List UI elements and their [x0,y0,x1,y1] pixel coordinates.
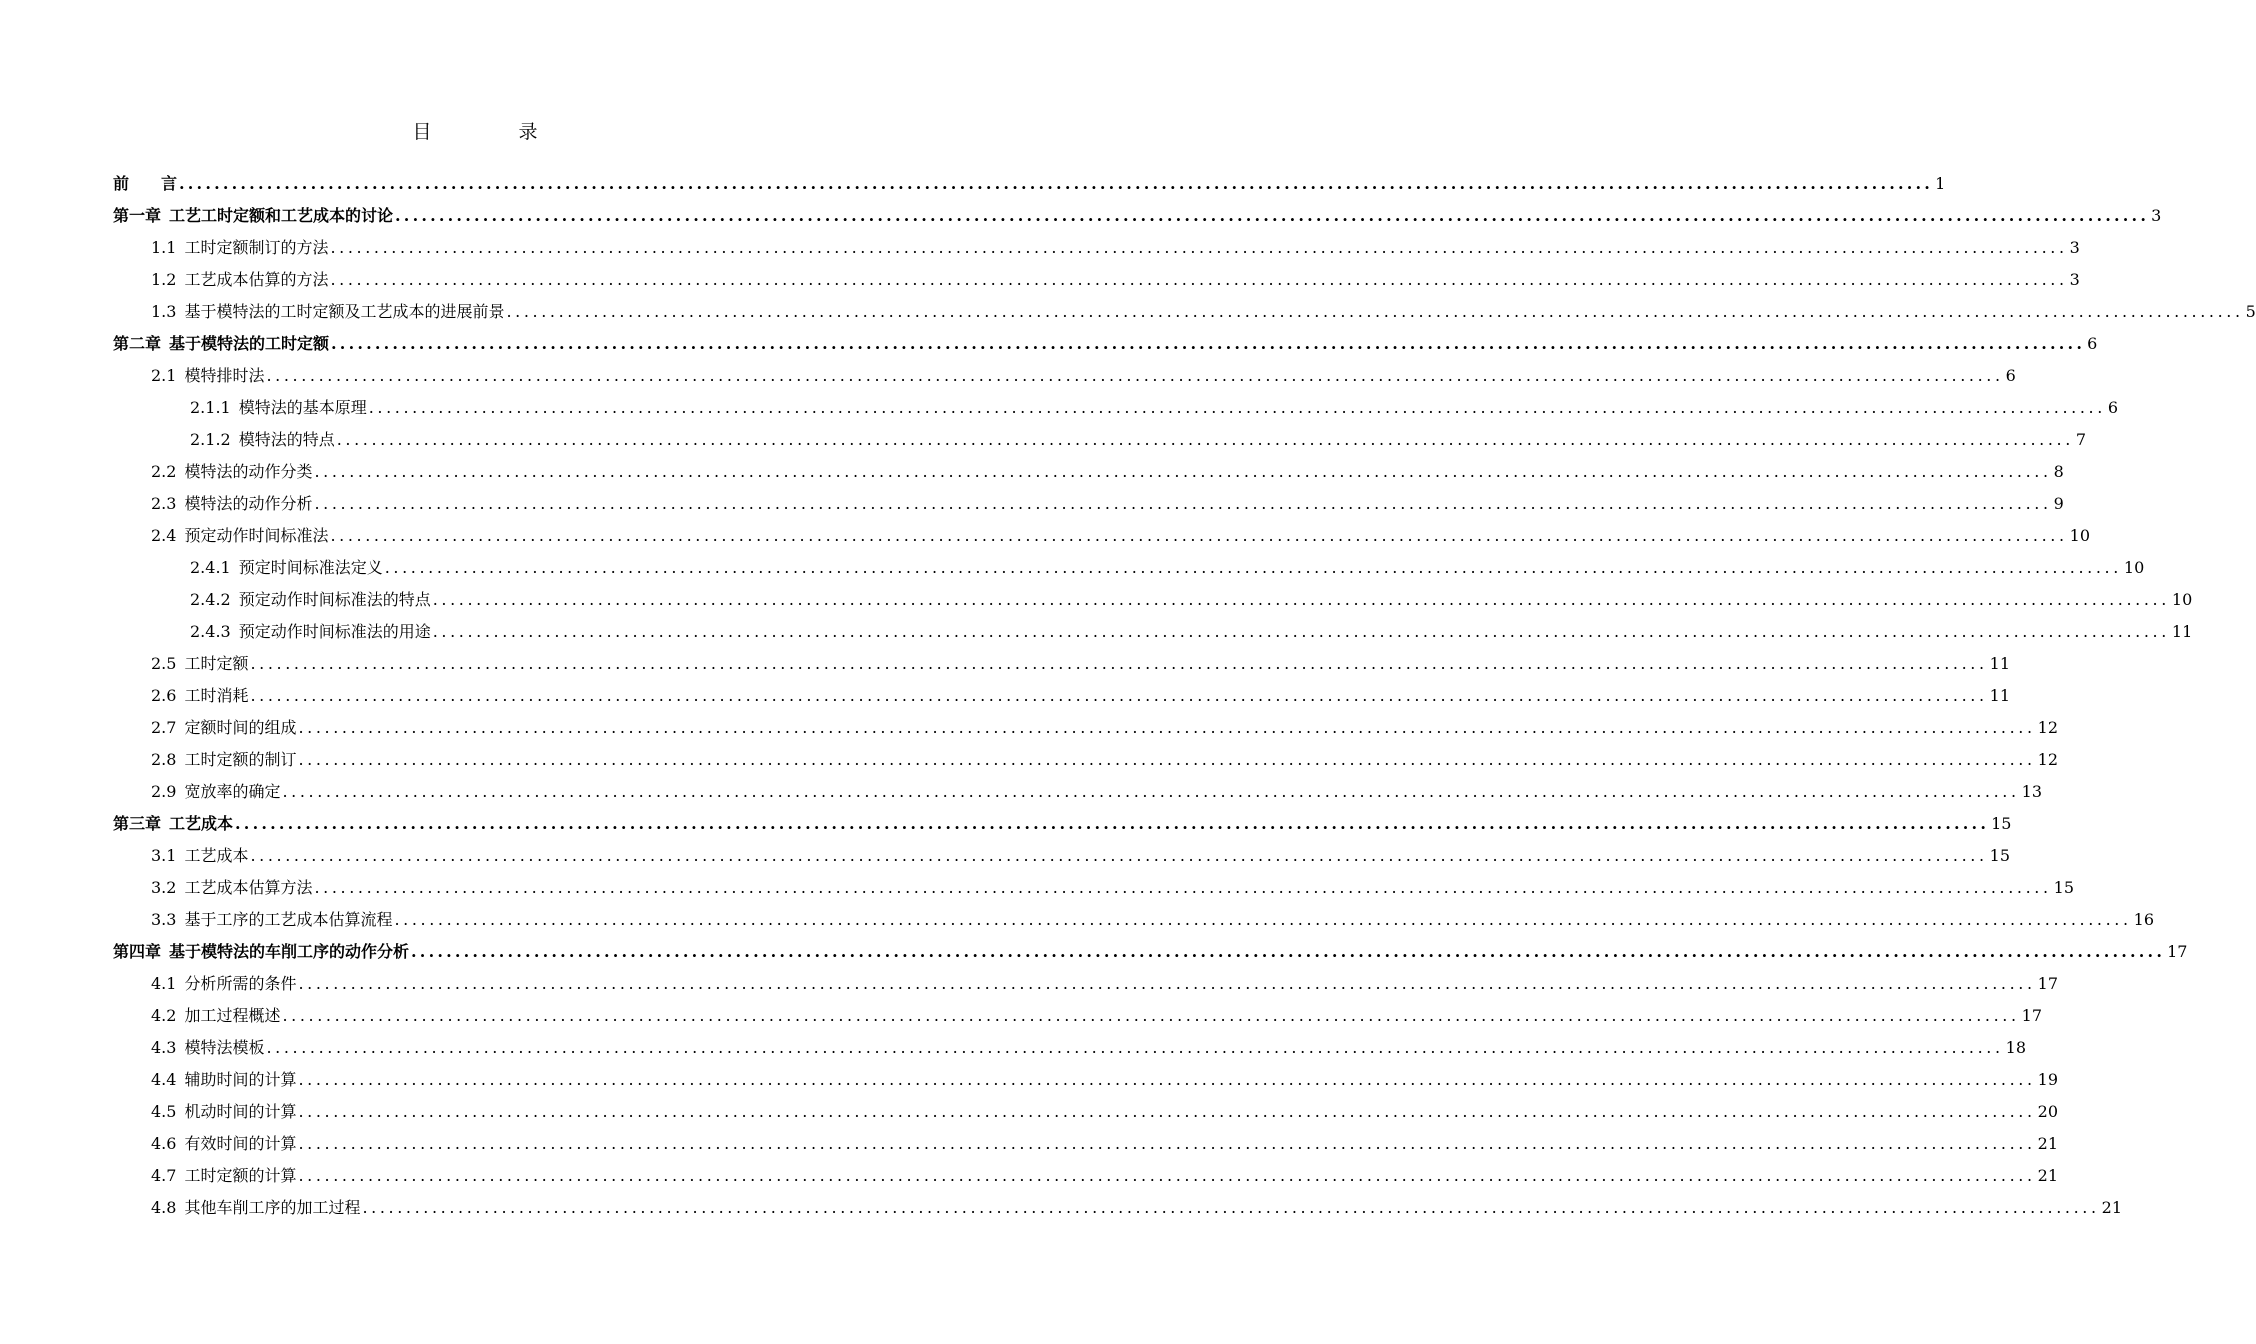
toc-entry[interactable] [113,616,2193,648]
toc-entry[interactable] [113,168,1946,200]
toc-dot-leader: ........................................................................................................................................................................................................ [235,814,1990,833]
toc-entry-page: 8 [2053,462,2064,481]
toc-dot-leader: ........................................................................................................................................................................................................ [250,846,1988,865]
toc-entry[interactable] [113,488,2064,520]
toc-entry[interactable] [113,360,2016,392]
toc-entry-title: 基于模特法的工时定额及工艺成本的进展前景 [184,302,505,321]
toc-entry[interactable] [113,1000,2043,1032]
toc-entry-page: 17 [2037,974,2059,993]
toc-entry-title: 其他车削工序的加工过程 [184,1198,361,1217]
toc-entry-number: 4.7 [151,1166,177,1185]
toc-entry[interactable] [113,552,2145,584]
toc-entry-page: 10 [2123,558,2145,577]
toc-entry-number: 2.8 [151,750,177,769]
toc-entry-number: 4.1 [151,974,177,993]
toc-entry-page: 15 [1991,814,2012,833]
toc-entry-title: 分析所需的条件 [184,974,297,993]
toc-entry-title: 预定动作时间标准法的特点 [238,590,431,609]
toc-entry-title: 预定动作时间标准法 [184,526,329,545]
toc-entry-page: 12 [2037,718,2059,737]
toc-entry-title: 有效时间的计算 [184,1134,297,1153]
toc-entry[interactable] [113,1064,2059,1096]
toc-dot-leader: ........................................................................................................................................................................................................ [314,878,2052,897]
toc-entry[interactable] [113,904,2155,936]
toc-entry[interactable] [113,456,2064,488]
toc-entry-title: 机动时间的计算 [184,1102,297,1121]
toc-entry-page: 21 [2037,1166,2059,1185]
toc-entry-page: 17 [2167,942,2188,961]
toc-entry-title: 模特法的基本原理 [238,398,367,417]
toc-entry-title: 工艺成本估算的方法 [184,270,329,289]
toc-entry[interactable] [113,1192,2123,1224]
toc-entry-title: 模特法的动作分析 [184,494,313,513]
toc-dot-leader: ........................................................................................................................................................................................................ [330,270,2068,289]
toc-entry-number: 2.6 [151,686,177,705]
toc-entry-page: 19 [2037,1070,2059,1089]
toc-entry-number: 第三章 [113,814,162,833]
toc-entry-number: 1.1 [151,238,177,257]
toc-entry-title: 定额时间的组成 [184,718,297,737]
toc-dot-leader: ........................................................................................................................................................................................................ [179,174,1934,193]
toc-entry[interactable] [113,264,2080,296]
toc-entry-number: 2.4.3 [190,622,231,641]
toc-dot-leader: ........................................................................................................................................................................................................ [362,1198,2100,1217]
toc-entry[interactable] [113,1160,2059,1192]
toc-entry-title: 基于模特法的工时定额 [169,334,330,353]
toc-entry-page: 11 [1989,686,2011,705]
toc-entry[interactable] [113,328,2098,360]
toc-dot-leader: ........................................................................................................................................................................................................ [266,1038,2004,1057]
toc-dot-leader: ........................................................................................................................................................................................................ [336,430,2074,449]
toc-dot-leader: ........................................................................................................................................................................................................ [250,654,1988,673]
toc-entry-title: 工艺成本 [184,846,249,865]
toc-entry-title: 工时定额的制订 [184,750,297,769]
toc-entry-page: 6 [2107,398,2119,417]
toc-entry-number: 2.3 [151,494,177,513]
toc-entry-title: 工时定额制订的方法 [184,238,329,257]
toc-entry-title: 宽放率的确定 [184,782,281,801]
toc-dot-leader: ........................................................................................................................................................................................................ [282,782,2020,801]
toc-dot-leader: ........................................................................................................................................................................................................ [298,750,2036,769]
toc-entry-number: 2.4.1 [190,558,231,577]
toc-entry-title: 模特法的特点 [238,430,335,449]
toc-entry[interactable] [113,1032,2027,1064]
toc-entry-title: 工时定额的计算 [184,1166,297,1185]
toc-entry-number: 2.1.2 [190,430,231,449]
toc-dot-leader: ........................................................................................................................................................................................................ [384,558,2122,577]
toc-entry-page: 1 [1935,174,1946,193]
toc-entry-number: 1.3 [151,302,177,321]
toc-entry-number: 4.5 [151,1102,177,1121]
toc-entry[interactable] [113,584,2193,616]
toc-entry-title: 模特法的动作分类 [184,462,313,481]
toc-dot-leader: ........................................................................................................................................................................................................ [298,1166,2036,1185]
toc-entry-title: 工艺成本估算方法 [184,878,313,897]
toc-entry[interactable] [113,296,2256,328]
toc-entry[interactable] [113,424,2087,456]
toc-entry[interactable] [113,392,2119,424]
toc-entry-page: 10 [2069,526,2091,545]
toc-entry[interactable] [113,200,2162,232]
toc-list [113,168,2256,1224]
toc-dot-leader: ........................................................................................................................................................................................................ [330,238,2068,257]
toc-entry-page: 10 [2171,590,2193,609]
toc-dot-leader: ........................................................................................................................................................................................................ [506,302,2244,321]
toc-entry-page: 6 [2005,366,2016,385]
toc-entry-title: 预定时间标准法定义 [238,558,383,577]
toc-entry-number: 2.5 [151,654,177,673]
toc-entry[interactable] [113,1096,2059,1128]
toc-entry-page: 5 [2245,302,2256,321]
toc-entry-title: 工时定额 [184,654,249,673]
toc-entry[interactable] [113,680,2011,712]
toc-entry-page: 21 [2037,1134,2059,1153]
toc-entry-page: 3 [2151,206,2162,225]
toc-dot-leader: ........................................................................................................................................................................................................ [266,366,2004,385]
toc-dot-leader: ........................................................................................................................................................................................................ [298,1070,2036,1089]
toc-dot-leader: ........................................................................................................................................................................................................ [394,910,2132,929]
toc-entry-number: 2.1 [151,366,177,385]
toc-entry-page: 15 [2053,878,2075,897]
toc-entry-title: 辅助时间的计算 [184,1070,297,1089]
toc-entry-title: 模特排时法 [184,366,265,385]
toc-entry-title: 模特法模板 [184,1038,265,1057]
toc-entry[interactable] [113,232,2080,264]
toc-entry-title: 预定动作时间标准法的用途 [238,622,431,641]
toc-entry[interactable] [113,840,2011,872]
toc-entry-page: 9 [2053,494,2064,513]
toc-entry-number: 2.7 [151,718,177,737]
toc-entry-page: 20 [2037,1102,2059,1121]
toc-entry[interactable] [113,648,2011,680]
toc-entry[interactable] [113,744,2059,776]
toc-entry[interactable] [113,520,2091,552]
toc-entry-number: 3.3 [151,910,177,929]
toc-entry-number: 第二章 [113,334,162,353]
toc-entry-number: 2.4 [151,526,177,545]
toc-entry[interactable] [113,808,2012,840]
toc-entry[interactable] [113,968,2059,1000]
toc-entry-page: 15 [1989,846,2011,865]
toc-entry-number: 4.8 [151,1198,177,1217]
toc-entry-number: 第四章 [113,942,162,961]
toc-entry-page: 3 [2069,270,2080,289]
toc-entry-number: 4.6 [151,1134,177,1153]
toc-entry-page: 7 [2075,430,2087,449]
toc-dot-leader: ........................................................................................................................................................................................................ [298,718,2036,737]
toc-dot-leader: ........................................................................................................................................................................................................ [330,526,2068,545]
toc-entry-title: 工艺工时定额和工艺成本的讨论 [169,206,394,225]
toc-entry-page: 11 [1989,654,2011,673]
toc-entry-number: 4.4 [151,1070,177,1089]
toc-dot-leader: ........................................................................................................................................................................................................ [331,334,2086,353]
toc-entry-title: 工时消耗 [184,686,249,705]
toc-entry-number: 2.9 [151,782,177,801]
toc-dot-leader: ........................................................................................................................................................................................................ [282,1006,2020,1025]
toc-dot-leader: ........................................................................................................................................................................................................ [432,622,2170,641]
toc-entry-title: 加工过程概述 [184,1006,281,1025]
toc-dot-leader: ........................................................................................................................................................................................................ [368,398,2106,417]
toc-dot-leader: ........................................................................................................................................................................................................ [314,462,2052,481]
toc-title: 目 录 [412,121,572,143]
toc-entry-title: 前 言 [113,174,178,193]
toc-dot-leader: ........................................................................................................................................................................................................ [411,942,2166,961]
toc-entry-title: 基于工序的工艺成本估算流程 [184,910,393,929]
toc-entry-number: 2.1.1 [190,398,231,417]
toc-entry-page: 12 [2037,750,2059,769]
toc-entry-number: 3.2 [151,878,177,897]
toc-entry-number: 第一章 [113,206,162,225]
toc-entry-number: 4.2 [151,1006,177,1025]
toc-dot-leader: ........................................................................................................................................................................................................ [432,590,2170,609]
toc-dot-leader: ........................................................................................................................................................................................................ [298,1134,2036,1153]
toc-entry-number: 4.3 [151,1038,177,1057]
toc-entry-page: 17 [2021,1006,2043,1025]
toc-entry-number: 2.2 [151,462,177,481]
toc-entry-number: 1.2 [151,270,177,289]
toc-entry-page: 13 [2021,782,2043,801]
toc-entry[interactable] [113,776,2043,808]
toc-dot-leader: ........................................................................................................................................................................................................ [298,1102,2036,1121]
toc-entry-page: 3 [2069,238,2080,257]
toc-entry-page: 16 [2133,910,2155,929]
toc-entry[interactable] [113,936,2188,968]
toc-entry[interactable] [113,712,2059,744]
toc-entry-page: 6 [2087,334,2098,353]
toc-entry-page: 11 [2171,622,2193,641]
toc-dot-leader: ........................................................................................................................................................................................................ [250,686,1988,705]
toc-dot-leader: ........................................................................................................................................................................................................ [314,494,2052,513]
toc-entry-page: 21 [2101,1198,2123,1217]
toc-entry-title: 工艺成本 [169,814,234,833]
toc-entry-number: 2.4.2 [190,590,231,609]
toc-entry-page: 18 [2005,1038,2027,1057]
toc-entry-number: 3.1 [151,846,177,865]
toc-entry[interactable] [113,1128,2059,1160]
toc-dot-leader: ........................................................................................................................................................................................................ [395,206,2150,225]
toc-entry-title: 基于模特法的车削工序的动作分析 [169,942,410,961]
toc-entry[interactable] [113,872,2075,904]
toc-dot-leader: ........................................................................................................................................................................................................ [298,974,2036,993]
